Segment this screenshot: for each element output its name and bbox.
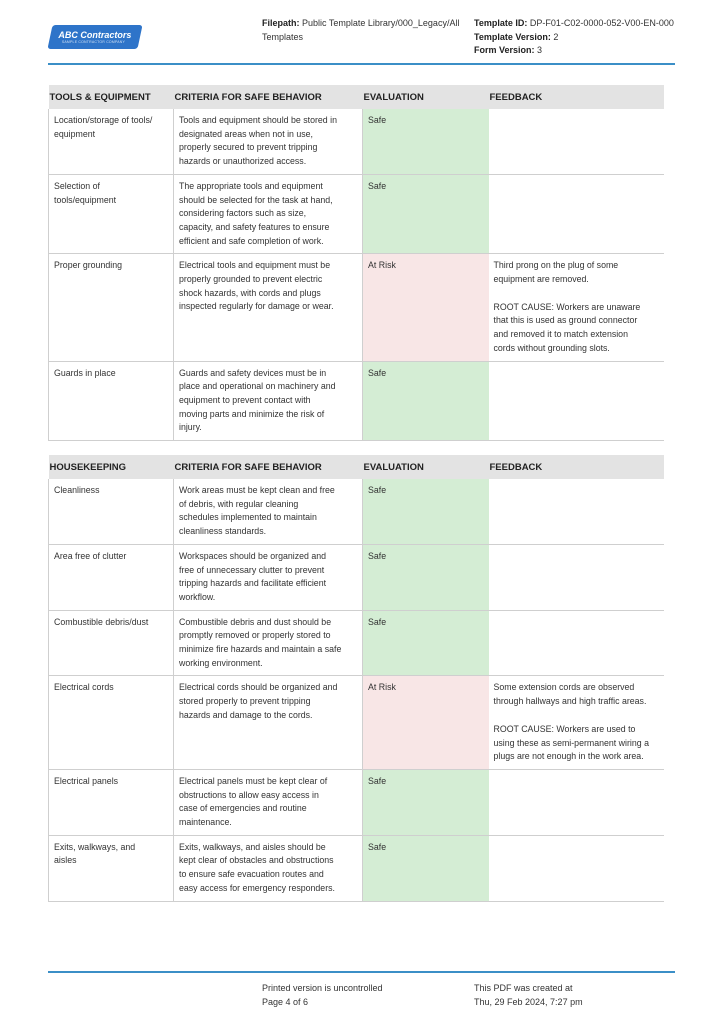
evaluation-status: Safe (368, 616, 387, 627)
evaluation-cell (363, 769, 489, 835)
feedback-paragraph (494, 681, 659, 708)
evaluation-status: Safe (368, 485, 387, 495)
criteria-text: properly secured to prevent tripping (179, 142, 318, 153)
column-header-category: TOOLS & EQUIPMENT (49, 85, 174, 109)
evaluation-cell (363, 361, 489, 441)
feedback-cell (489, 544, 664, 610)
table-body (49, 109, 664, 441)
column-header-feedback: FEEDBACK (489, 85, 664, 109)
criteria-text: shock hazards, with cords and plugs (179, 287, 321, 298)
column-header-feedback: FEEDBACK (489, 455, 664, 479)
logo-tagline: SAMPLE CONTRACTOR COMPANY (62, 39, 126, 44)
item-text: Guards in place (54, 367, 116, 378)
form-version-line (474, 44, 714, 58)
criteria-cell (174, 544, 363, 610)
housekeeping-table (48, 455, 664, 902)
evaluation-status: Safe (368, 367, 387, 378)
item-cell (49, 109, 174, 174)
item-text: Electrical cords (54, 682, 114, 693)
column-header-criteria: CRITERIA FOR SAFE BEHAVIOR (174, 85, 363, 109)
evaluation-cell (363, 174, 489, 254)
table-row (49, 544, 664, 610)
form-version-value: 3 (537, 45, 543, 55)
criteria-text: Combustible debris and dust should be (179, 616, 332, 627)
created-timestamp: Thu, 29 Feb 2024, 7:27 pm (474, 996, 583, 1007)
criteria-text: properly grounded to prevent electric (179, 274, 323, 285)
item-cell (49, 254, 174, 361)
criteria-cell (174, 109, 363, 174)
evaluation-cell (363, 676, 489, 770)
criteria-cell (174, 835, 363, 901)
table-header-row (49, 455, 664, 479)
tools-equipment-table (48, 85, 664, 441)
feedback-text: cords without grounding slots. (493, 342, 610, 353)
item-text: tools/equipment (54, 194, 117, 205)
criteria-text: kept clear of obstacles and obstructions (179, 855, 334, 866)
footer-right (474, 982, 583, 1009)
item-cell (49, 610, 174, 676)
item-cell (49, 676, 174, 770)
feedback-paragraph (494, 723, 659, 764)
table-row (49, 174, 664, 254)
feedback-text: through hallways and high traffic areas. (493, 696, 647, 707)
criteria-text: efficient and safe completion of work. (179, 235, 324, 246)
item-text: Proper grounding (54, 260, 122, 271)
table-header-row (49, 85, 664, 109)
feedback-paragraph (494, 259, 659, 286)
criteria-text: Exits, walkways, and aisles should be (179, 841, 326, 852)
item-text: Electrical panels (54, 775, 119, 786)
feedback-cell (489, 769, 664, 835)
column-header-evaluation: EVALUATION (363, 455, 489, 479)
filepath-label: Filepath: (262, 18, 300, 28)
evaluation-cell (363, 610, 489, 676)
evaluation-status: Safe (368, 180, 387, 191)
criteria-text: Electrical cords should be organized and (179, 682, 338, 693)
table-row (49, 254, 664, 361)
template-version-label: Template Version: (474, 31, 551, 42)
criteria-text: tripping hazards and facilitate efficient (179, 578, 327, 589)
evaluation-status: Safe (368, 775, 387, 786)
page-number: Page 4 of 6 (262, 996, 309, 1007)
footer-left (262, 982, 383, 1009)
table-row (49, 361, 664, 441)
criteria-text: hazards or unauthorized access. (179, 156, 307, 167)
feedback-cell (489, 361, 664, 441)
evaluation-cell (363, 835, 489, 901)
logo-name: ABC Contractors (59, 29, 133, 40)
item-cell (49, 835, 174, 901)
header-divider (48, 63, 675, 65)
feedback-cell (489, 254, 664, 361)
feedback-cell (489, 610, 664, 676)
uncontrolled-note: Printed version is uncontrolled (262, 983, 383, 993)
criteria-text: moving parts and minimize the risk of (179, 408, 325, 419)
filepath-block (262, 17, 462, 44)
template-version-line (474, 31, 714, 45)
criteria-cell (174, 610, 363, 676)
criteria-text: free of unnecessary clutter to prevent (179, 564, 325, 575)
template-version-value: 2 (553, 31, 559, 42)
template-meta (474, 17, 714, 58)
feedback-text: plugs are not enough in the work area. (493, 751, 644, 762)
evaluation-status: Safe (368, 115, 387, 125)
feedback-cell (489, 835, 664, 901)
criteria-text: inspected regularly for damage or wear. (179, 301, 334, 312)
evaluation-cell (363, 479, 489, 544)
criteria-text: workflow. (179, 591, 216, 602)
criteria-text: stored properly to prevent tripping (179, 696, 311, 707)
feedback-cell (489, 676, 664, 770)
feedback-text: ROOT CAUSE: Workers are used to (493, 723, 636, 734)
criteria-text: of debris, with regular cleaning (179, 498, 299, 509)
template-id-label: Template ID: (474, 18, 528, 28)
evaluation-status: Safe (368, 841, 387, 852)
column-header-criteria: CRITERIA FOR SAFE BEHAVIOR (174, 455, 363, 479)
item-text: aisles (54, 855, 77, 866)
criteria-text: designated areas when not in use, (179, 128, 314, 139)
item-cell (49, 174, 174, 254)
criteria-text: obstructions to allow easy access in (179, 789, 319, 800)
criteria-text: Workspaces should be organized and (179, 550, 327, 561)
table-row (49, 676, 664, 770)
criteria-cell (174, 479, 363, 544)
evaluation-status: Safe (368, 550, 387, 561)
criteria-text: equipment to prevent contact with (179, 394, 311, 405)
criteria-text: capacity, and safety features to ensure (179, 221, 330, 232)
column-header-evaluation: EVALUATION (363, 85, 489, 109)
criteria-text: minimize fire hazards and maintain a safe (179, 644, 342, 655)
evaluation-cell (363, 544, 489, 610)
feedback-text: equipment are removed. (493, 274, 589, 285)
item-text: equipment (54, 128, 96, 139)
feedback-cell (489, 109, 664, 174)
criteria-cell (174, 361, 363, 441)
table-row (49, 769, 664, 835)
item-text: Exits, walkways, and (54, 841, 136, 852)
evaluation-status: At Risk (368, 682, 396, 693)
criteria-text: place and operational on machinery and (179, 381, 336, 392)
feedback-paragraph (494, 301, 659, 356)
criteria-text: Electrical tools and equipment must be (179, 260, 331, 271)
feedback-cell (489, 174, 664, 254)
criteria-text: to ensure safe evacuation routes and (179, 869, 324, 880)
criteria-text: injury. (179, 422, 202, 433)
footer-divider (48, 971, 675, 973)
criteria-text: promptly removed or properly stored to (179, 630, 331, 641)
criteria-text: Tools and equipment should be stored in (179, 115, 337, 125)
created-label: This PDF was created at (474, 983, 573, 993)
criteria-text: should be selected for the task at hand, (179, 194, 333, 205)
criteria-text: case of emergencies and routine (179, 803, 307, 814)
item-cell (49, 544, 174, 610)
table-body (49, 479, 664, 901)
table-row (49, 835, 664, 901)
feedback-text: Some extension cords are observed (493, 682, 635, 693)
criteria-cell (174, 254, 363, 361)
item-text: Location/storage of tools/ (54, 115, 153, 125)
item-text: Selection of (54, 180, 100, 191)
feedback-text: and removed it to match extension (493, 329, 628, 340)
company-logo (47, 25, 142, 49)
filepath-value: Public Template Library/000_Legacy/All Templates (262, 18, 460, 42)
criteria-cell (174, 769, 363, 835)
item-text: Combustible debris/dust (54, 616, 149, 627)
criteria-text: schedules implemented to maintain (179, 512, 317, 523)
criteria-text: The appropriate tools and equipment (179, 180, 323, 191)
feedback-text: Third prong on the plug of some (493, 260, 619, 271)
criteria-text: working environment. (179, 657, 263, 668)
item-cell (49, 479, 174, 544)
item-text: Cleanliness (54, 485, 100, 495)
feedback-text: using these as semi-permanent wiring a (493, 737, 649, 748)
criteria-text: Electrical panels must be kept clear of (179, 775, 328, 786)
criteria-text: Guards and safety devices must be in (179, 367, 327, 378)
feedback-text: ROOT CAUSE: Workers are unaware (493, 301, 641, 312)
template-id-line (474, 17, 714, 31)
feedback-text: that this is used as ground connector (493, 315, 638, 326)
criteria-cell (174, 174, 363, 254)
form-version-label: Form Version: (474, 45, 535, 55)
criteria-text: maintenance. (179, 817, 232, 828)
criteria-cell (174, 676, 363, 770)
template-id-value: DP-F01-C02-0000-052-V00-EN-000 (529, 18, 674, 28)
item-cell (49, 769, 174, 835)
table-row (49, 479, 664, 544)
item-text: Area free of clutter (54, 550, 127, 561)
evaluation-cell (363, 109, 489, 174)
criteria-text: cleanliness standards. (179, 526, 267, 537)
criteria-text: considering factors such as size, (179, 208, 307, 219)
column-header-category: HOUSEKEEPING (49, 455, 174, 479)
evaluation-cell (363, 254, 489, 361)
feedback-cell (489, 479, 664, 544)
table-row (49, 109, 664, 174)
table-row (49, 610, 664, 676)
criteria-text: hazards and damage to the cords. (179, 709, 313, 720)
criteria-text: easy access for emergency responders. (179, 882, 335, 893)
criteria-text: Work areas must be kept clean and free (179, 485, 335, 495)
item-cell (49, 361, 174, 441)
evaluation-status: At Risk (368, 260, 396, 271)
